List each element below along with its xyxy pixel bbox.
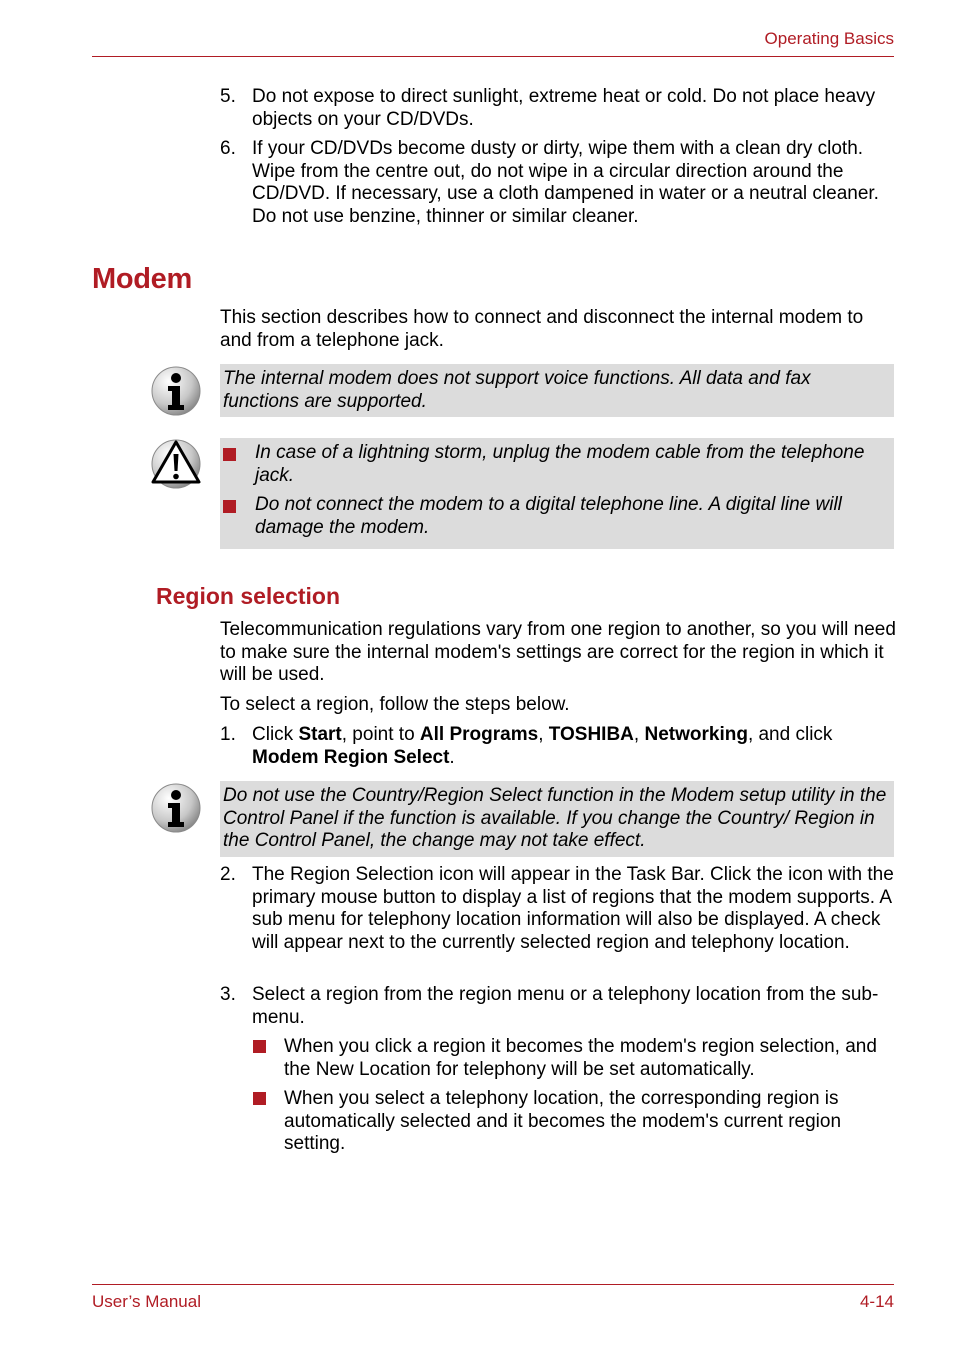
info-icon <box>150 782 202 834</box>
footer-manual: User’s Manual <box>92 1292 201 1311</box>
step-text: The Region Selection icon will appear in the Task Bar. Click the icon with the primary mouse button to display a list of regions that the modem supports. A sub menu for telephony location information will also be displayed. A check will appear next to the currently selected region and telephony location. <box>252 864 894 953</box>
header-rule <box>92 56 894 57</box>
modem-intro: This section describes how to connect and disconnect the internal modem to and from a telephone jack. <box>220 307 864 351</box>
bullet-icon <box>223 448 236 461</box>
running-header: Operating Basics <box>764 29 894 48</box>
info-note-text: Do not use the Country/Region Select function in the Modem setup utility in the Control Panel if the function is available. If you change the Country/ Region in the Control Panel, the change may not take effect. <box>223 785 887 852</box>
subsection-title: Region selection <box>156 583 341 609</box>
step-text: Select a region from the region menu or a telephony location from the sub-menu. <box>252 984 879 1028</box>
caution-note <box>220 438 894 549</box>
region-para: Telecommunication regulations vary from one region to another, so you will need to make sure the internal modem's settings are correct for the region in which it will be used. <box>220 619 896 686</box>
list-number: 1. <box>220 724 236 745</box>
page-number: 4-14 <box>859 1292 894 1311</box>
info-note <box>220 781 894 857</box>
info-note-text: The internal modem does not support voice functions. All data and fax functions are supported. <box>223 368 811 412</box>
footer-rule <box>92 1284 894 1285</box>
bullet-text: When you select a telephony location, the corresponding region is automatically selected and it becomes the modem's current region setting. <box>284 1088 842 1155</box>
step-text: Click Start, point to All Programs, TOSHIBA, Networking, and click Modem Region Select. <box>252 724 833 768</box>
list-number: 3. <box>220 984 236 1005</box>
caution-text: In case of a lightning storm, unplug the modem cable from the telephone jack. <box>255 442 865 486</box>
section-title: Modem <box>92 263 193 295</box>
bullet-icon <box>253 1092 266 1105</box>
list-number: 6. <box>220 138 236 159</box>
list-item-text: Do not expose to direct sunlight, extreme heat or cold. Do not place heavy objects on your CD/DVDs. <box>252 86 876 130</box>
bullet-text: When you click a region it becomes the modem's region selection, and the New Location for telephony will be set automatically. <box>284 1036 877 1080</box>
list-item-text: If your CD/DVDs become dusty or dirty, wipe them with a clean dry cloth. Wipe from the centre out, do not wipe in a circular direction around the CD/DVD. If necessary, use a cloth dampened in water or a neutral cleaner. Do not use benzine, thinner or similar cleaner. <box>252 138 879 227</box>
list-number: 5. <box>220 86 236 107</box>
caution-text: Do not connect the modem to a digital telephone line. A digital line will damage the modem. <box>255 494 842 538</box>
info-note <box>220 364 894 417</box>
bullet-icon <box>253 1040 266 1053</box>
bullet-icon <box>223 500 236 513</box>
info-icon <box>150 365 202 417</box>
list-number: 2. <box>220 864 236 885</box>
region-para: To select a region, follow the steps below. <box>220 694 570 715</box>
caution-icon <box>150 438 202 490</box>
